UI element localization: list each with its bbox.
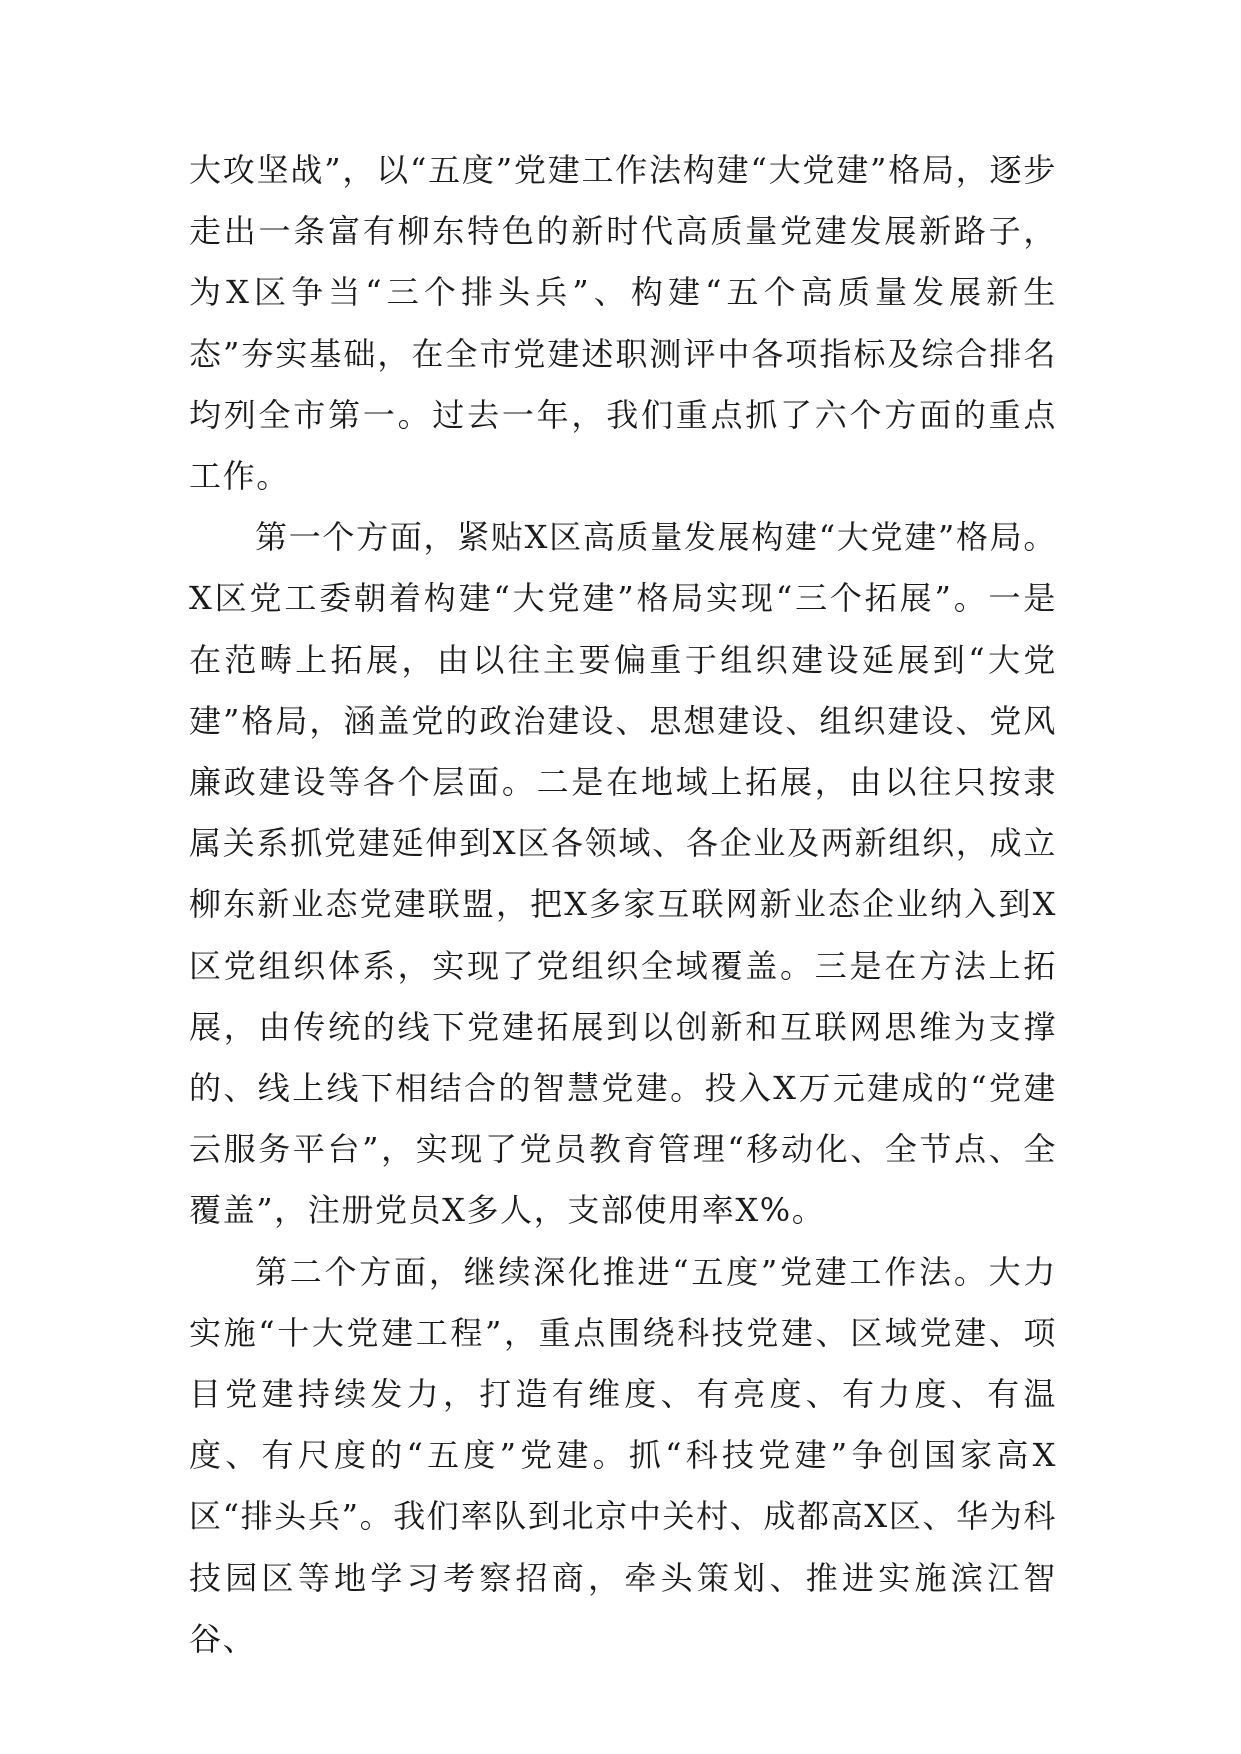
paragraph-3: 第二个方面，继续深化推进“五度”党建工作法。大力实施“十大党建工程”，重点围绕科技党建、区域党建、项目党建持续发力，打造有维度、有亮度、有力度、有温度、有尺度的“五度”党建。抓“科技党建”争创国家高X区“排头兵”。我们率队到北京中关村、成都高X区、华为科技园区等地学习考察招商，牵头策划、推进实施滨江智谷、: [189, 1252, 1057, 1658]
paragraph-1: 大攻坚战”，以“五度”党建工作法构建“大党建”格局，逐步走出一条富有柳东特色的新时代高质量党建发展新路子，为X区争当“三个排头兵”、构建“五个高质量发展新生态”夯实基础，在全市党建述职测评中各项指标及综合排名均列全市第一。过去一年，我们重点抓了六个方面的重点工作。: [189, 151, 1057, 496]
document-body: [189, 140, 1057, 1670]
paragraph-2: 第一个方面，紧贴X区高质量发展构建“大党建”格局。X区党工委朝着构建“大党建”格局实现“三个拓展”。一是在范畴上拓展，由以往主要偏重于组织建设延展到“大党建”格局，涵盖党的政治建设、思想建设、组织建设、党风廉政建设等各个层面。二是在地域上拓展，由以往只按隶属关系抓党建延伸到X区各领域、各企业及两新组织，成立柳东新业态党建联盟，把X多家互联网新业态企业纳入到X区党组织体系，实现了党组织全域覆盖。三是在方法上拓展，由传统的线下党建拓展到以创新和互联网思维为支撑的、线上线下相结合的智慧党建。投入X万元建成的“党建云服务平台”，实现了党员教育管理“移动化、全节点、全覆盖”，注册党员X多人，支部使用率X%。: [189, 518, 1057, 1230]
